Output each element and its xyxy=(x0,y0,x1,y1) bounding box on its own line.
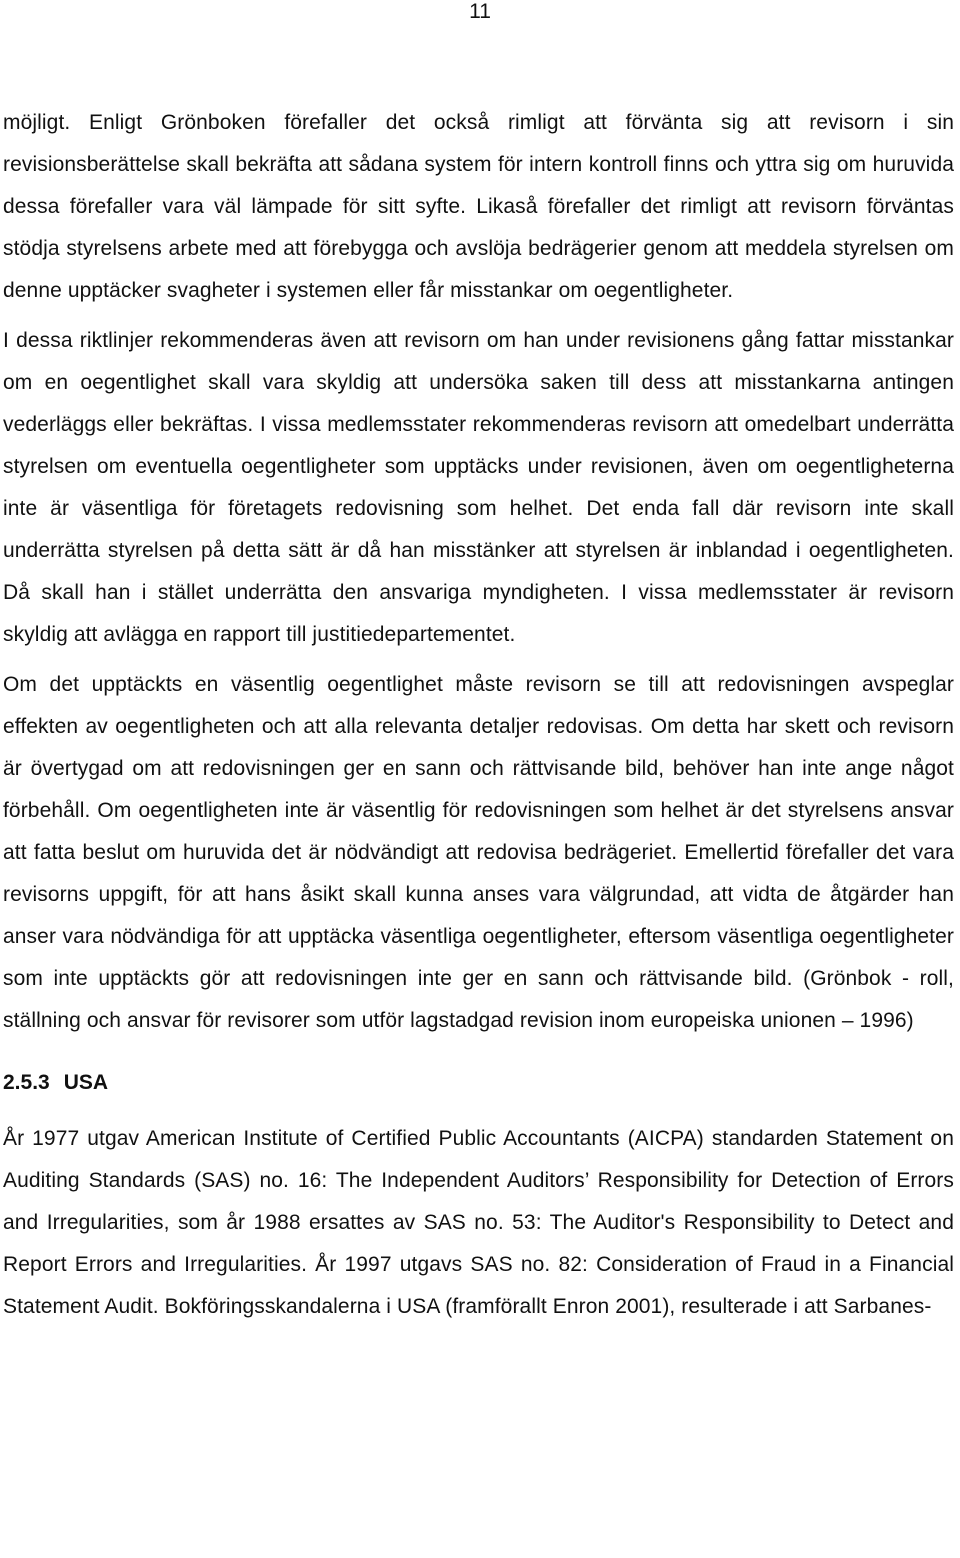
paragraph-guidelines: I dessa riktlinjer rekommenderas även att revisorn om han under revisionens gång fattar misstankar om en oegentlighet skall vara skyldig att undersöka saken till dess att misstankarna antingen vederläggs eller bekräftas. I vissa medlemsstater rekommenderas revisorn att omedelbart underrätta styrelsen om eventuella oegentligheter som upptäcks under revisionen, även om oegentligheterna inte är väsentliga för företagets redovisning som helhet. Det enda fall där revisorn inte skall underrätta styrelsen på detta sätt är då han misstänker att styrelsen är inblandad i oegentligheten. Då skall han i stället underrätta den ansvariga myndigheten. I vissa medlemsstater är revisorn skyldig att avlägga en rapport till justitiedepartementet. xyxy=(3,329,954,646)
section-number: 2.5.3 xyxy=(3,1071,50,1094)
paragraph-usa: År 1977 utgav American Institute of Certified Public Accountants (AICPA) standarden Statement on Auditing Standards (SAS) no. 16: The Independent Auditors’ Responsibility for Detection of Errors and Irregularities, som år 1988 ersattes av SAS no. 53: The Auditor's Responsibility to Detect and Report Errors and Irregularities. År 1997 utgavs SAS no. 82: Consideration of Fraud in a Financial Statement Audit. Bokföringsskandalerna i USA (framförallt Enron 2001), resulterade i att Sarbanes- xyxy=(3,1127,954,1318)
section-heading xyxy=(3,1062,954,1104)
document-body xyxy=(3,102,954,1336)
section-title: USA xyxy=(63,1071,109,1094)
paragraph-material-irregularity: Om det upptäckts en väsentlig oegentlighet måste revisorn se till att redovisningen avspeglar effekten av oegentligheten och att alla relevanta detaljer redovisas. Om detta har skett och revisorn är övertygad om att redovisningen ger en sann och rättvisande bild, behöver han inte ange något förbehåll. Om oegentligheten inte är väsentlig för redovisningen som helhet är det styrelsens ansvar att fatta beslut om huruvida det är nödvändigt att redovisa bedrägeriet. Emellertid förefaller det vara revisorns uppgift, för att hans åsikt skall kunna anses vara välgrundad, att vidta de åtgärder han anser vara nödvändiga för att upptäcka väsentliga oegentligheter, eftersom väsentliga oegentligheter som inte upptäckts gör att redovisningen inte ger en sann och rättvisande bild. (Grönbok - roll, ställning och ansvar för revisorer som utför lagstadgad revision inom europeiska unionen – 1996) xyxy=(3,673,954,1032)
paragraph-intro: möjligt. Enligt Grönboken förefaller det också rimligt att förvänta sig att revisorn i sin revisionsberättelse skall bekräfta att sådana system för intern kontroll finns och yttra sig om huruvida dessa förefaller vara väl lämpade för sitt syfte. Likaså förefaller det rimligt att revisorn förväntas stödja styrelsens arbete med att förebygga och avslöja bedrägerier genom att meddela styrelsen om denne upptäcker svagheter i systemen eller får misstankar om oegentligheter. xyxy=(3,111,954,302)
page-number: 11 xyxy=(469,0,491,23)
